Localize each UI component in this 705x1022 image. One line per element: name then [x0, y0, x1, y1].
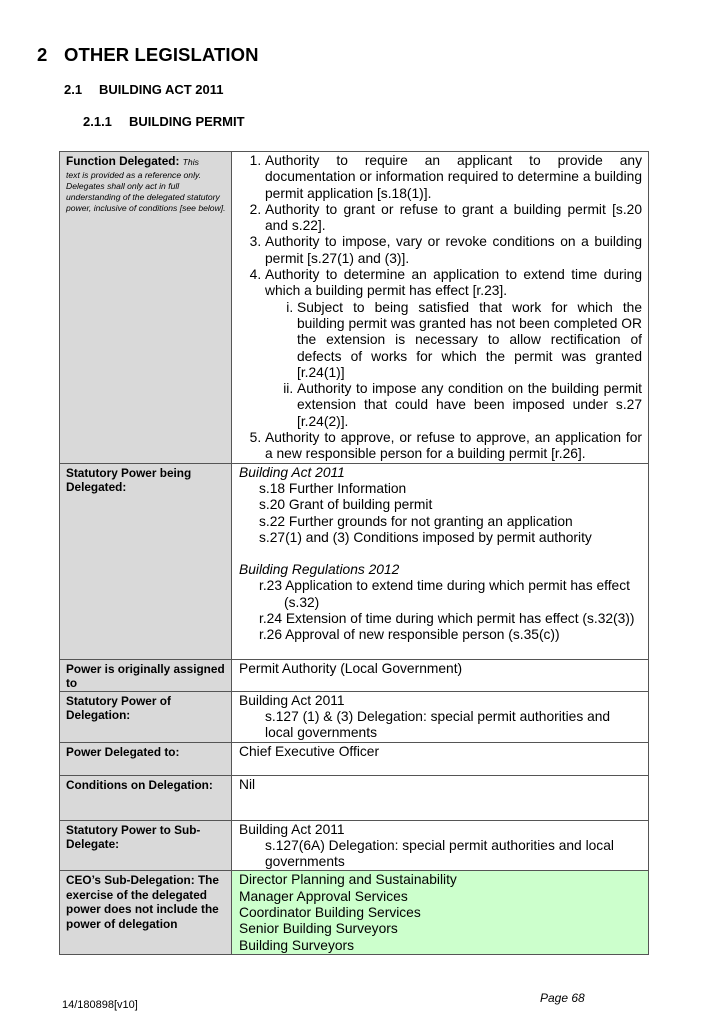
delegation-act: Building Act 2011 — [239, 692, 345, 708]
label-cell — [60, 820, 232, 871]
delegation-detail: s.127 (1) & (3) Delegation: special permit authorities and local governments — [265, 708, 611, 741]
reference-note: text is provided as a reference only. Delegates shall only act in full understanding of the delegated statutory power, inclusive of conditions [see below]. — [66, 169, 226, 213]
value-cell — [232, 742, 649, 775]
heading-number: 2.1.1 — [83, 114, 112, 129]
assigned-value: Permit Authority (Local Government) — [239, 660, 463, 676]
heading-text: OTHER LEGISLATION — [64, 44, 259, 65]
ceo-label: CEO’s Sub-Delegation: The exercise of the delegated power does not include the power of delegation — [66, 873, 219, 931]
note-start: This — [182, 157, 199, 167]
list-item: 5. Authority to approve, or refuse to approve, an application for a new responsible person for a building permit [r.26]. — [265, 430, 642, 463]
heading-level-2 — [64, 82, 224, 97]
page-number: Page 68 — [540, 991, 585, 1005]
delegated-to-value: Chief Executive Officer — [239, 743, 380, 759]
regulations-title: Building Regulations 2012 — [239, 562, 400, 578]
statutory-label: Statutory Power being Delegated: — [66, 465, 192, 495]
delegation-table — [59, 151, 649, 955]
sub-list-item: ii. Authority to impose any condition on the building permit extension that could have been imposed under s.27 [r.24(2)]. — [297, 381, 642, 430]
sub-delegate-role: Director Planning and Sustainability — [239, 872, 457, 888]
row-power-of-delegation — [60, 691, 649, 742]
row-power-assigned — [60, 659, 649, 691]
sub-delegate-role: Manager Approval Services — [239, 888, 408, 904]
delegation-label: Statutory Power of Delegation: — [66, 693, 171, 723]
label-cell — [60, 463, 232, 659]
section-line: s.22 Further grounds for not granting an application — [259, 513, 573, 529]
row-function-delegated — [60, 152, 649, 464]
regulation-line: r.23 Application to extend time during which permit has effect — [259, 578, 630, 594]
function-label: Function Delegated: — [66, 154, 180, 168]
list-item: 2. Authority to grant or refuse to grant a building permit [s.20 and s.22]. — [265, 202, 642, 235]
list-item-text: Authority to determine an application to extend time during which a building permit has effect [r.23]. — [265, 267, 642, 299]
regulation-line: r.26 Approval of new responsible person (s.35(c)) — [259, 627, 560, 643]
list-item — [265, 267, 642, 430]
value-cell — [232, 659, 649, 691]
heading-text: BUILDING ACT 2011 — [99, 82, 224, 97]
sub-list — [239, 300, 642, 430]
value-cell — [232, 691, 649, 742]
heading-number: 2.1 — [64, 82, 83, 97]
sub-delegate-role: Senior Building Surveyors — [239, 921, 398, 937]
conditions-label: Conditions on Delegation: — [66, 777, 213, 792]
value-cell — [232, 820, 649, 871]
value-cell — [232, 775, 649, 820]
sub-delegate-act: Building Act 2011 — [239, 821, 345, 837]
label-cell — [60, 775, 232, 820]
value-cell — [232, 871, 649, 954]
row-statutory-power — [60, 463, 649, 659]
delegated-to-label: Power Delegated to: — [66, 744, 180, 759]
sub-delegate-label: Statutory Power to Sub-Delegate: — [66, 822, 201, 852]
label-cell — [60, 742, 232, 775]
regulation-line-continued: (s.32) — [284, 594, 320, 610]
label-cell — [60, 659, 232, 691]
sub-list-item: i. Subject to being satisfied that work for which the building permit was granted has not been completed OR the extension is necessary to allow rectification of defects of works for which the permit was granted [r.24(1)] — [297, 300, 642, 381]
row-power-delegated-to — [60, 742, 649, 775]
spacer — [239, 546, 642, 562]
regulation-line: r.24 Extension of time during which permit has effect (s.32(3)) — [259, 611, 635, 627]
heading-level-1 — [37, 44, 259, 66]
heading-level-3 — [83, 114, 245, 129]
list-item: 1. Authority to require an applicant to provide any documentation or information required to determine a building permit application [s.18(1)]. — [265, 153, 642, 202]
sub-delegate-detail: s.127(6A) Delegation: special permit authorities and local governments — [265, 837, 614, 870]
sub-delegate-role: Building Surveyors — [239, 937, 355, 953]
heading-number: 2 — [37, 44, 48, 65]
label-cell — [60, 691, 232, 742]
section-line: s.27(1) and (3) Conditions imposed by permit authority — [259, 529, 592, 545]
row-conditions — [60, 775, 649, 820]
assigned-label: Power is originally assigned to — [66, 661, 225, 691]
section-line: s.20 Grant of building permit — [259, 497, 433, 513]
function-list — [239, 153, 642, 463]
label-cell — [60, 152, 232, 464]
value-cell — [232, 152, 649, 464]
heading-text: BUILDING PERMIT — [129, 114, 245, 129]
section-line: s.18 Further Information — [259, 480, 407, 496]
document-reference: 14/180898[v10] — [62, 999, 138, 1011]
row-sub-delegate — [60, 820, 649, 871]
conditions-value: Nil — [239, 776, 256, 792]
sub-delegate-role: Coordinator Building Services — [239, 905, 421, 921]
list-item: 3. Authority to impose, vary or revoke conditions on a building permit [s.27(1) and (3)]. — [265, 234, 642, 267]
row-ceo-sub-delegation — [60, 871, 649, 954]
label-cell — [60, 871, 232, 954]
act-title: Building Act 2011 — [239, 464, 345, 480]
value-cell — [232, 463, 649, 659]
